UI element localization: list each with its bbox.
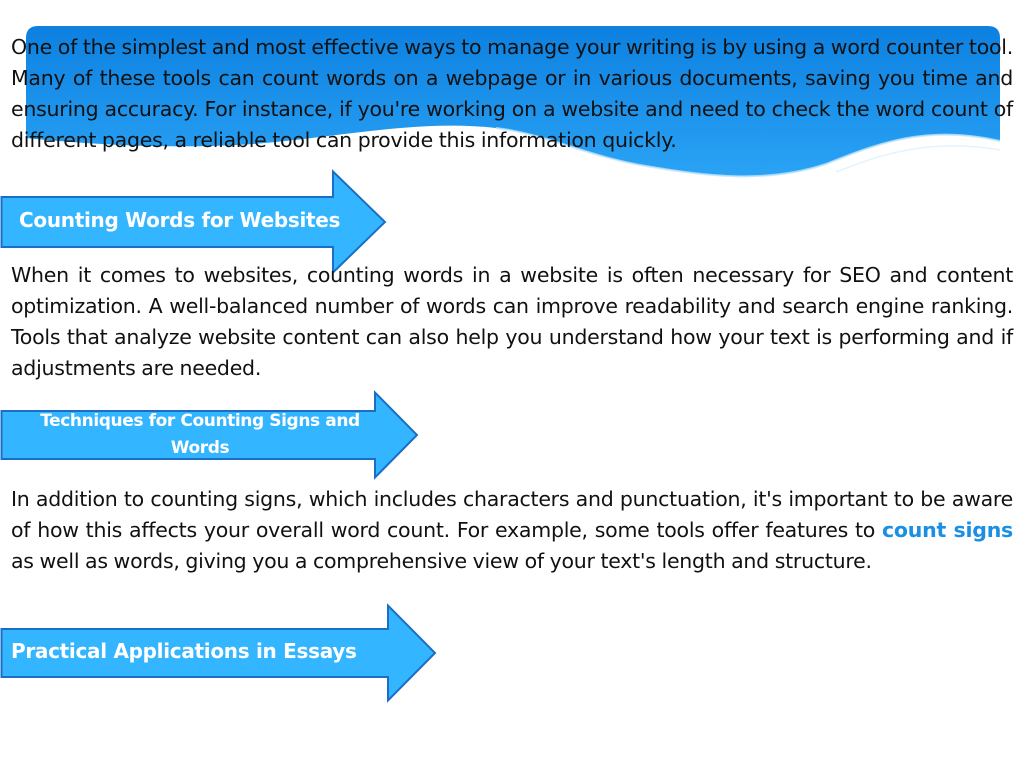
heading-counting-words-websites: Counting Words for Websites: [19, 208, 341, 232]
signs-paragraph: [11, 484, 1013, 577]
heading-techniques-counting-signs: Techniques for Counting Signs and Words: [40, 411, 360, 458]
intro-paragraph: One of the simplest and most effective ways to manage your writing is by using a word counter tool. Many of these tools can count words on a webpage or in various documents, saving you time and ensuring accuracy. For instance, if you're working on a website and need to check the word count of different pages, a reliable tool can provide this information quickly.: [11, 35, 1013, 152]
signs-text-before: In addition to counting signs, which includes characters and punctuation, it's important to be aware of how this affects your overall word count. For example, some tools offer features to: [11, 487, 1013, 542]
heading-arrow-techniques: [0, 391, 420, 479]
websites-paragraph: When it comes to websites, counting words in a website is often necessary for SEO and content optimization. A well-balanced number of words can improve readability and search engine ranking. Tools that analyze website content can also help you understand how your text is performing and if adjustments are needed.: [11, 263, 1013, 380]
heading-arrow-websites: [0, 170, 388, 274]
count-signs-link[interactable]: count signs: [882, 518, 1013, 542]
signs-text-after: as well as words, giving you a comprehensive view of your text's length and structure.: [11, 549, 872, 573]
heading-arrow-essays: [0, 604, 438, 702]
heading-practical-applications-essays: Practical Applications in Essays: [11, 639, 357, 663]
